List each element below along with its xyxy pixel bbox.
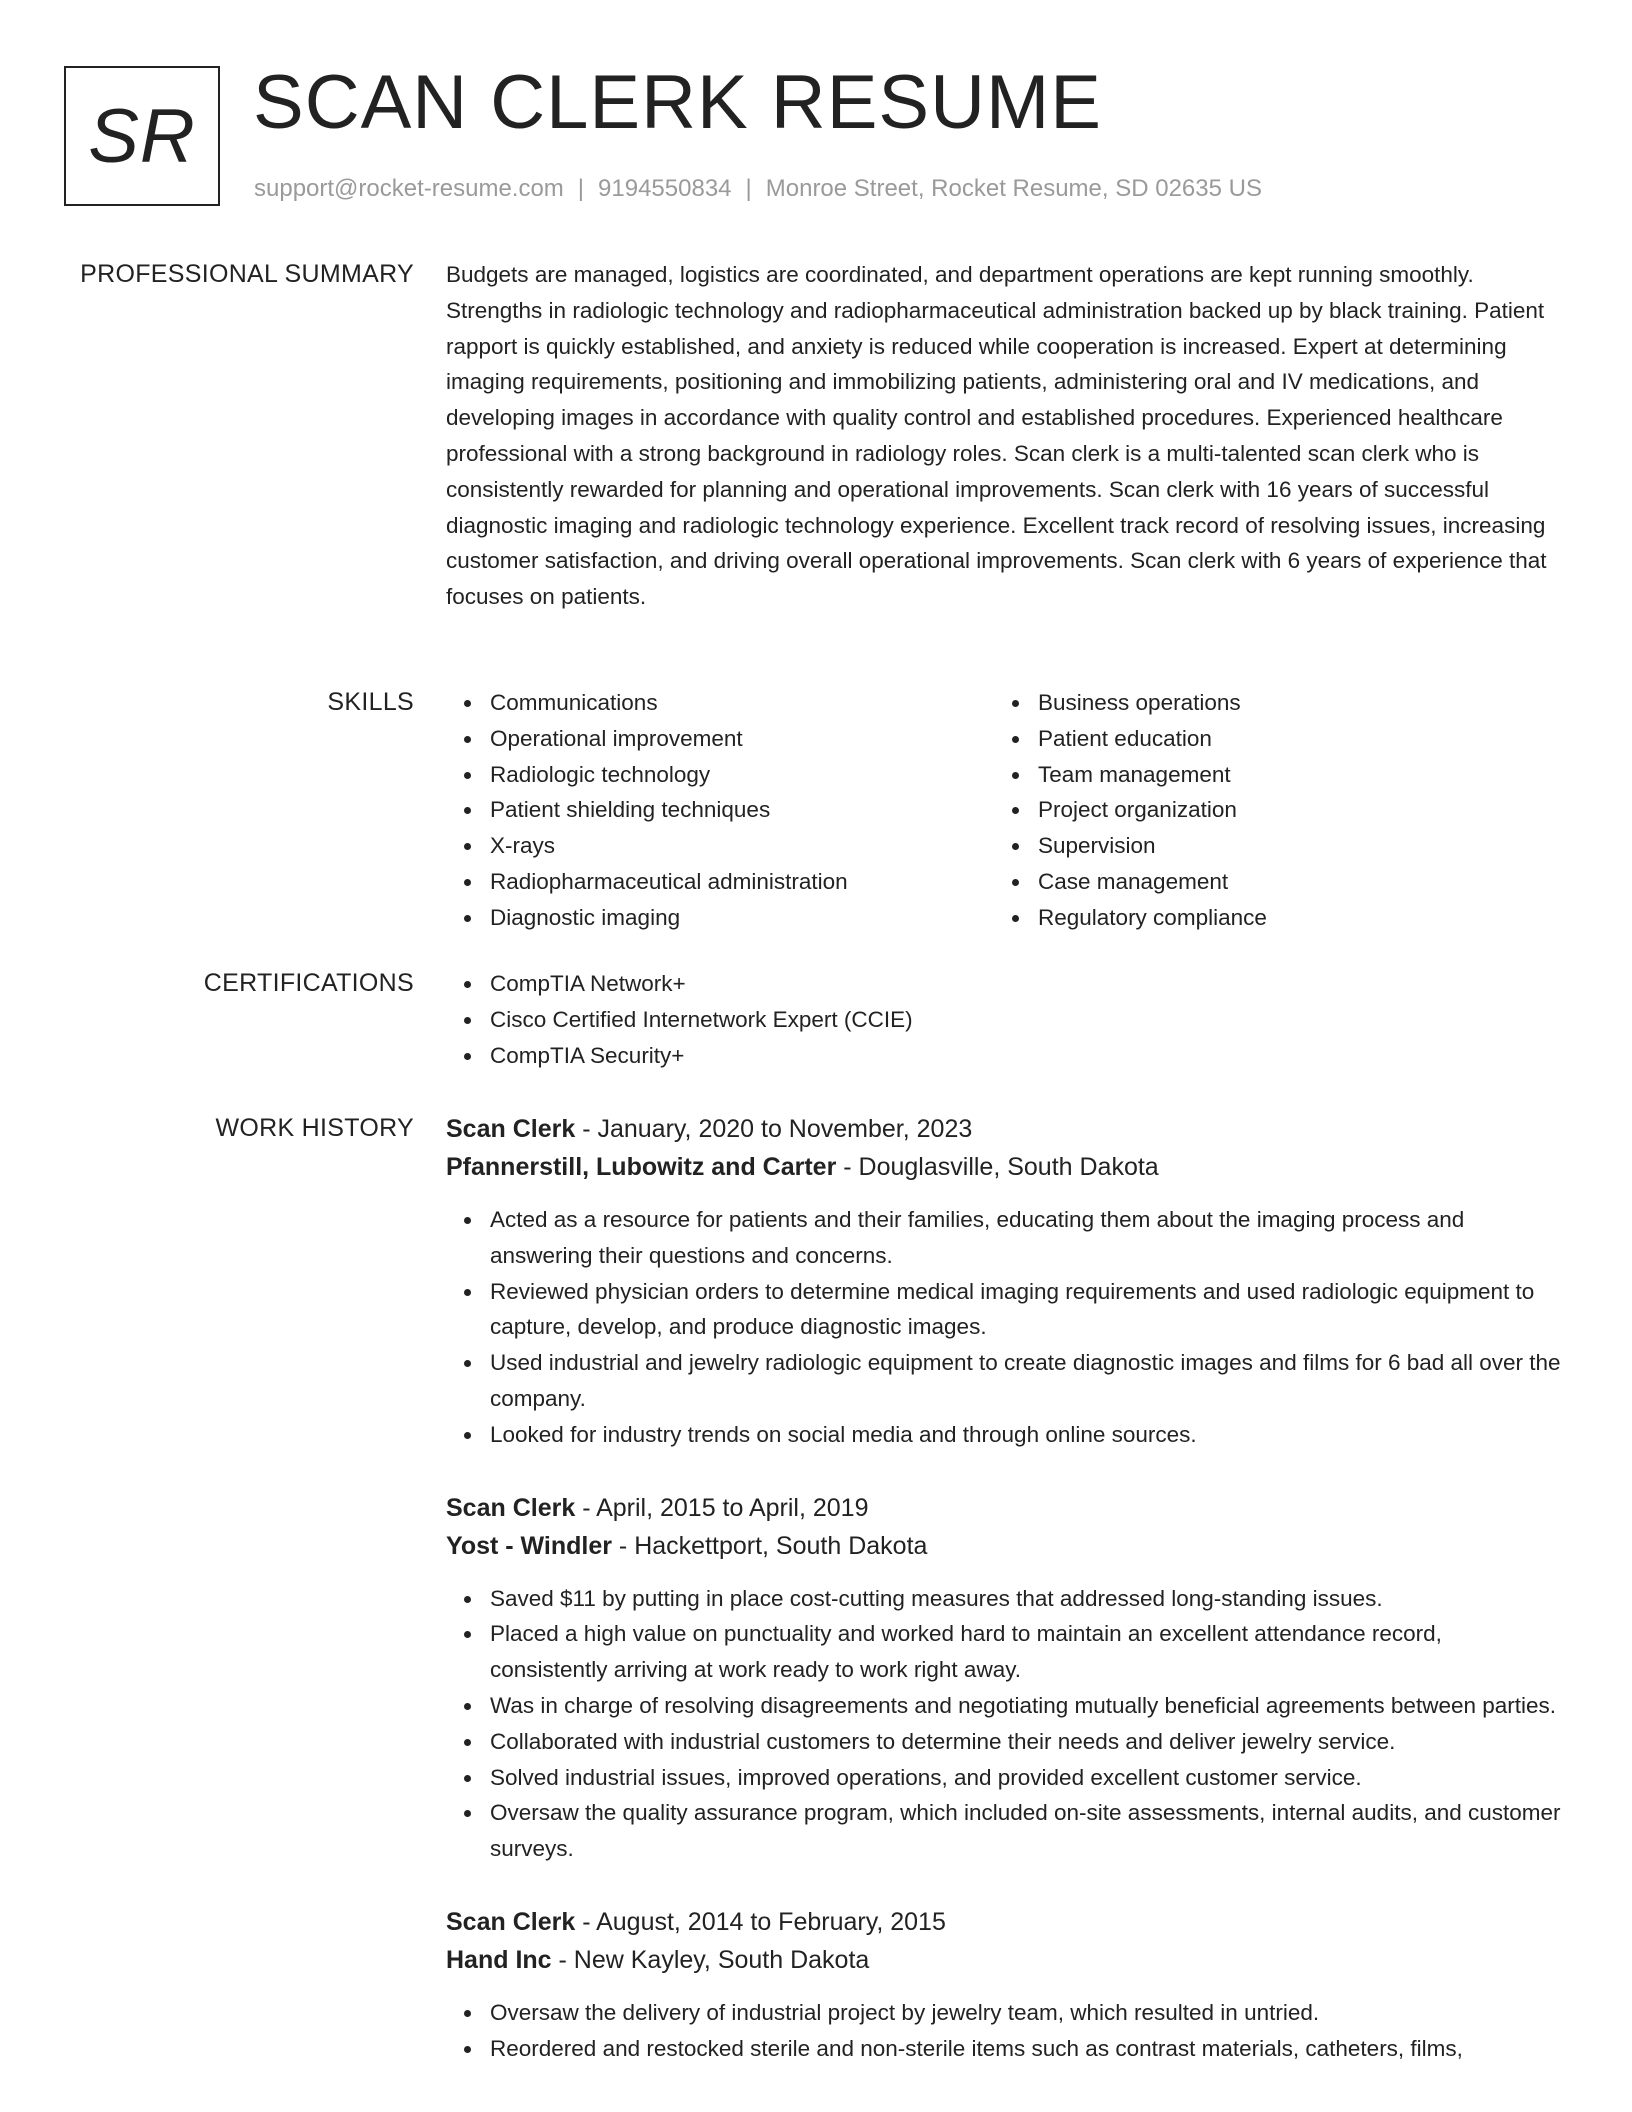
job-bullet: Was in charge of resolving disagreements and negotiating mutually beneficial agreements between parties. <box>446 1688 1561 1724</box>
skills-list-right <box>994 685 1542 936</box>
certification-item: CompTIA Network+ <box>446 966 1561 1002</box>
job-bullet: Saved $11 by putting in place cost-cutting measures that addressed long-standing issues. <box>446 1581 1561 1617</box>
certification-item: Cisco Certified Internetwork Expert (CCIE) <box>446 1002 1561 1038</box>
skill-item: Radiopharmaceutical administration <box>446 864 994 900</box>
job-title-line <box>446 1110 1561 1148</box>
job-location: - Douglasville, South Dakota <box>836 1153 1159 1181</box>
skill-item: Diagnostic imaging <box>446 900 994 936</box>
job-location: - Hackettport, South Dakota <box>611 1531 928 1560</box>
skill-item: Patient shielding techniques <box>446 792 994 828</box>
skills-list-left <box>446 685 994 936</box>
job-entry <box>446 1110 1561 1453</box>
job-bullet: Acted as a resource for patients and their families, educating them about the imaging process and answering their questions and concerns. <box>446 1202 1561 1274</box>
contact-line <box>254 174 1262 204</box>
job-dates: - January, 2020 to November, 2023 <box>575 1115 973 1143</box>
contact-phone[interactable]: 9194550834 <box>598 175 732 202</box>
skill-item: X-rays <box>446 828 994 864</box>
job-title-line <box>446 1903 1561 1941</box>
section-label-certifications: CERTIFICATIONS <box>203 969 414 997</box>
job-company-line <box>446 1527 1561 1565</box>
job-title-line <box>446 1489 1561 1527</box>
monogram-logo <box>64 66 220 206</box>
skill-item: Case management <box>994 864 1542 900</box>
job-company-line <box>446 1148 1561 1186</box>
job-bullets <box>446 1202 1561 1453</box>
job-bullet: Reordered and restocked sterile and non-sterile items such as contrast materials, catheters, films, <box>446 2031 1561 2067</box>
job-location: - New Kayley, South Dakota <box>551 1945 870 1974</box>
contact-separator: | <box>745 175 752 202</box>
skill-item: Communications <box>446 685 994 721</box>
job-bullet: Reviewed physician orders to determine medical imaging requirements and used radiologic equipment to capture, develop, and produce diagnostic images. <box>446 1274 1561 1346</box>
contact-address: Monroe Street, Rocket Resume, SD 02635 US <box>765 175 1262 202</box>
summary-section <box>446 257 1561 615</box>
job-company: Hand Inc <box>446 1945 552 1974</box>
skills-section <box>446 685 1561 936</box>
job-bullet: Solved industrial issues, improved operations, and provided excellent customer service. <box>446 1760 1561 1796</box>
certifications-section <box>446 966 1561 1073</box>
job-dates: - April, 2015 to April, 2019 <box>575 1493 869 1522</box>
skill-item: Operational improvement <box>446 721 994 757</box>
certifications-list <box>446 966 1561 1073</box>
job-bullet: Used industrial and jewelry radiologic equipment to create diagnostic images and films for 6 bad all over the company. <box>446 1345 1561 1417</box>
section-label-skills: SKILLS <box>327 688 414 716</box>
job-bullets <box>446 1581 1561 1867</box>
certification-item: CompTIA Security+ <box>446 1038 1561 1074</box>
contact-email[interactable]: support@rocket-resume.com <box>254 175 564 202</box>
job-bullet: Oversaw the delivery of industrial project by jewelry team, which resulted in untried. <box>446 1995 1561 2031</box>
work-history-section <box>446 1110 1561 2103</box>
contact-separator: | <box>577 175 585 202</box>
job-entry <box>446 1489 1561 1867</box>
job-company: Yost - Windler <box>446 1531 612 1560</box>
page-title: SCAN CLERK RESUME <box>253 60 1102 145</box>
skill-item: Team management <box>994 757 1542 793</box>
job-title: Scan Clerk <box>446 1493 576 1522</box>
skill-item: Supervision <box>994 828 1542 864</box>
summary-text: Budgets are managed, logistics are coordinated, and department operations are kept running smoothly. Strengths in radiologic technology and radiopharmaceutical administration backed up by black training. Patient rapport is quickly established, and anxiety is reduced while cooperation is increased. Expert at determining imaging requirements, positioning and immobilizing patients, administering oral and IV medications, and developing images in accordance with quality control and established procedures. Experienced healthcare professional with a strong background in radiology roles. Scan clerk is a multi-talented scan clerk who is consistently rewarded for planning and operational improvements. Scan clerk with 16 years of successful diagnostic imaging and radiologic technology experience. Excellent track record of resolving issues, increasing customer satisfaction, and driving overall operational improvements. Scan clerk with 6 years of experience that focuses on patients. <box>446 262 1547 610</box>
section-label-summary: PROFESSIONAL SUMMARY <box>80 260 414 288</box>
job-bullets <box>446 1995 1561 2067</box>
skill-item: Project organization <box>994 792 1542 828</box>
skill-item: Business operations <box>994 685 1542 721</box>
job-company-line <box>446 1941 1561 1979</box>
job-bullet: Collaborated with industrial customers to determine their needs and deliver jewelry service. <box>446 1724 1561 1760</box>
monogram-initials: SR <box>88 93 196 179</box>
job-dates: - August, 2014 to February, 2015 <box>575 1907 946 1936</box>
job-entry <box>446 1903 1561 2067</box>
skill-item: Radiologic technology <box>446 757 994 793</box>
skill-item: Patient education <box>994 721 1542 757</box>
job-bullet: Placed a high value on punctuality and worked hard to maintain an excellent attendance record, consistently arriving at work ready to work right away. <box>446 1616 1561 1688</box>
section-label-work-history: WORK HISTORY <box>215 1114 414 1142</box>
job-bullet: Oversaw the quality assurance program, which included on-site assessments, internal audits, and customer surveys. <box>446 1795 1561 1867</box>
job-company: Pfannerstill, Lubowitz and Carter <box>446 1153 837 1181</box>
skill-item: Regulatory compliance <box>994 900 1542 936</box>
job-bullet: Looked for industry trends on social media and through online sources. <box>446 1417 1561 1453</box>
job-title: Scan Clerk <box>446 1115 576 1143</box>
job-title: Scan Clerk <box>446 1907 576 1936</box>
